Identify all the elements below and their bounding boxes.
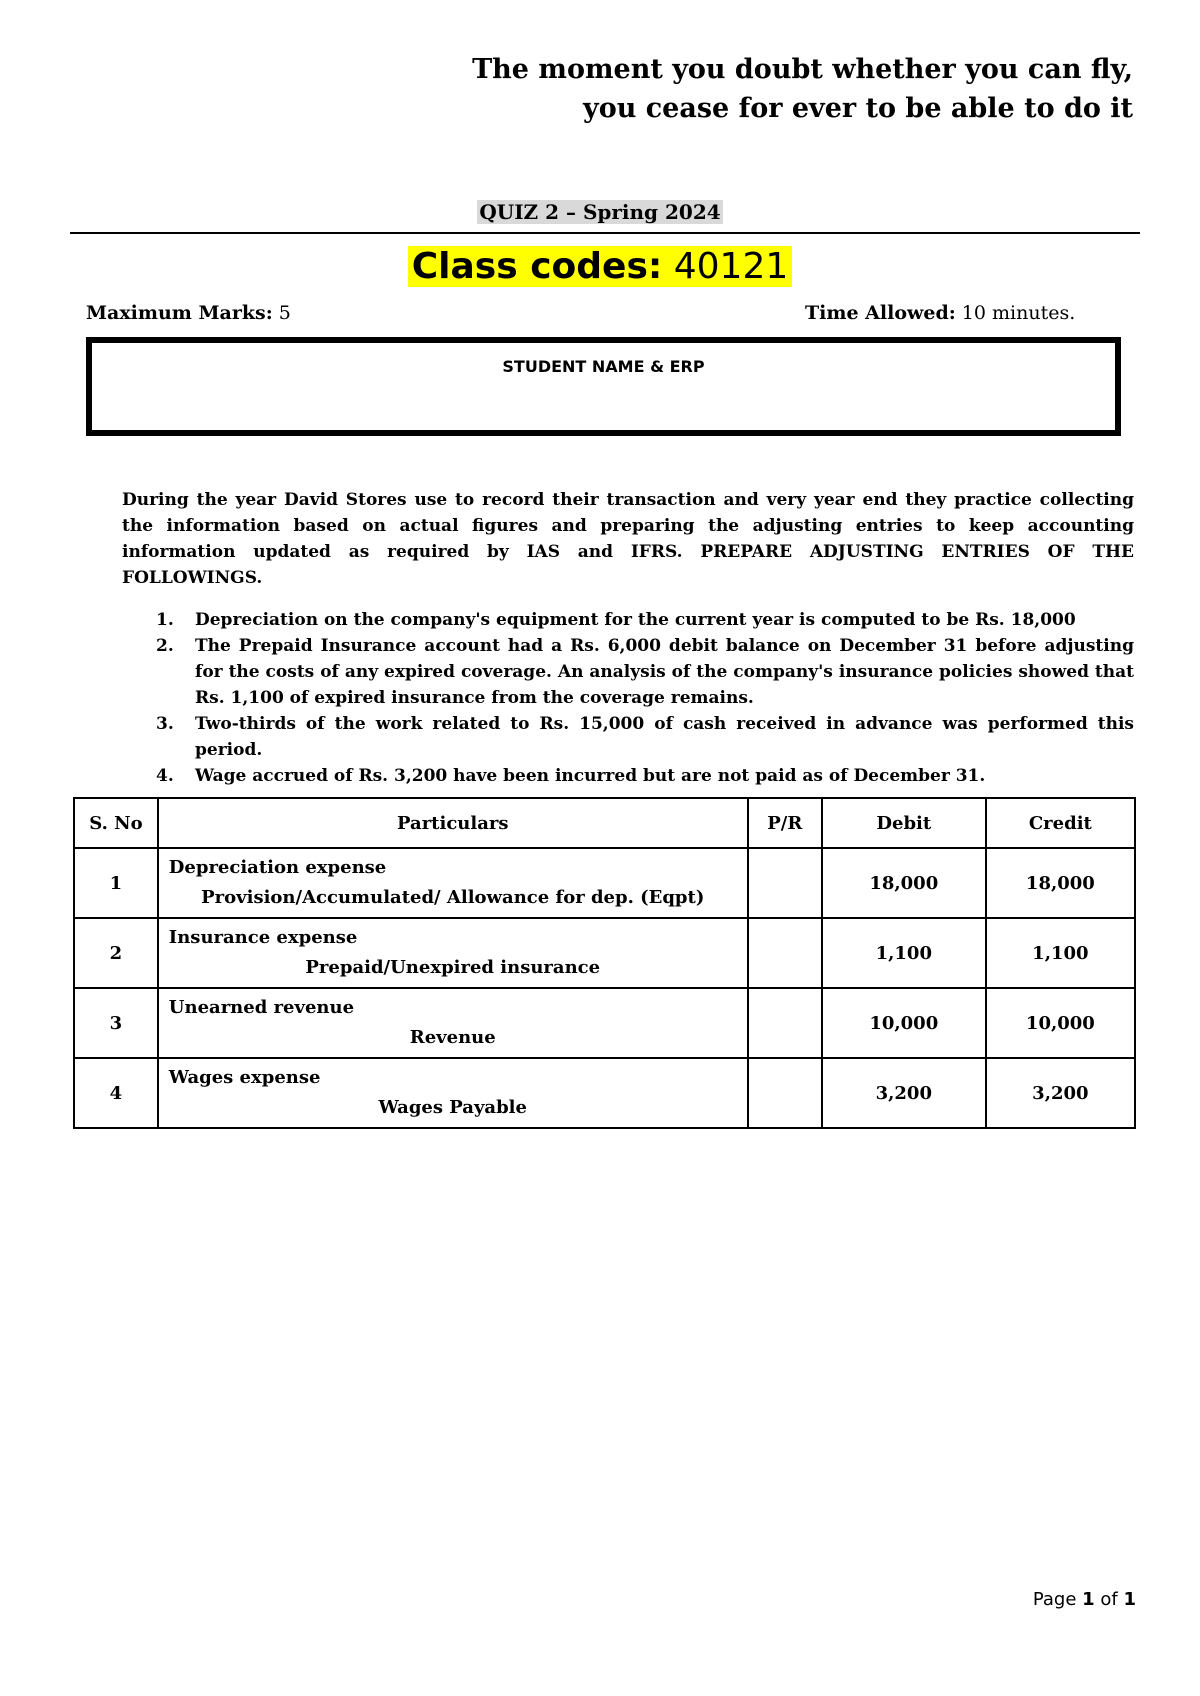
credit-account: Revenue xyxy=(409,1027,496,1048)
question-number: 2. xyxy=(156,636,174,656)
question-text: Depreciation on the company's equipment for the current year is computed to be Rs. 18,000 xyxy=(195,610,1076,630)
intro-instruction: PREPARE ADJUSTING ENTRIES OF THE FOLLOWINGS. xyxy=(122,542,1134,588)
question-number: 3. xyxy=(156,714,174,734)
question-item xyxy=(122,633,1134,711)
question-item xyxy=(122,711,1134,763)
maximum-marks-label: Maximum Marks: xyxy=(86,302,273,324)
question-number: 4. xyxy=(156,766,174,786)
student-name-erp-label: STUDENT NAME & ERP xyxy=(502,357,705,376)
table-row xyxy=(74,988,1135,1058)
debit-account: Insurance expense xyxy=(168,927,358,948)
header-sno: S. No xyxy=(74,798,158,848)
title-divider xyxy=(70,232,1140,234)
row-credit: 1,100 xyxy=(986,918,1135,988)
debit-account: Unearned revenue xyxy=(168,997,355,1018)
class-codes-highlight xyxy=(408,246,793,287)
row-particulars xyxy=(158,918,748,988)
row-sno: 2 xyxy=(74,918,158,988)
row-sno: 4 xyxy=(74,1058,158,1128)
adjusting-entries-table xyxy=(73,797,1136,1129)
question-item xyxy=(122,607,1134,633)
page-of: of xyxy=(1094,1589,1124,1610)
maximum-marks-value: 5 xyxy=(272,302,291,324)
row-pr xyxy=(748,918,822,988)
class-codes-value: 40121 xyxy=(662,246,789,287)
question-text: Wage accrued of Rs. 3,200 have been incurred but are not paid as of December 31. xyxy=(195,766,986,786)
row-pr xyxy=(748,1058,822,1128)
table-row xyxy=(74,848,1135,918)
debit-account: Wages expense xyxy=(168,1067,321,1088)
row-sno: 3 xyxy=(74,988,158,1058)
row-credit: 10,000 xyxy=(986,988,1135,1058)
credit-account: Prepaid/Unexpired insurance xyxy=(305,957,601,978)
table-row xyxy=(74,918,1135,988)
class-codes xyxy=(0,243,1200,291)
motto-line-2: you cease for ever to be able to do it xyxy=(583,93,1133,124)
row-particulars xyxy=(158,988,748,1058)
question-text: The Prepaid Insurance account had a Rs. 6,000 debit balance on December 31 before adjusting for the costs of any expired coverage. An analysis of the company's insurance policies showed that Rs. 1,100 of expired insurance from the coverage remains. xyxy=(195,636,1134,708)
time-allowed xyxy=(805,302,1075,324)
time-allowed-label: Time Allowed: xyxy=(805,302,956,324)
motto-line-1: The moment you doubt whether you can fly, xyxy=(472,54,1133,85)
row-particulars xyxy=(158,848,748,918)
question-number: 1. xyxy=(156,610,174,630)
header-particulars: Particulars xyxy=(158,798,748,848)
header-credit: Credit xyxy=(986,798,1135,848)
page-current: 1 xyxy=(1082,1589,1095,1610)
row-debit: 18,000 xyxy=(822,848,986,918)
header-debit: Debit xyxy=(822,798,986,848)
maximum-marks xyxy=(86,302,291,324)
quiz-title xyxy=(0,200,1200,224)
student-name-erp-box[interactable] xyxy=(86,337,1121,436)
row-sno: 1 xyxy=(74,848,158,918)
question-item xyxy=(122,763,1134,789)
credit-account: Provision/Accumulated/ Allowance for dep. (Eqpt) xyxy=(201,887,705,908)
table-row xyxy=(74,1058,1135,1128)
row-credit: 18,000 xyxy=(986,848,1135,918)
table-header-row xyxy=(74,798,1135,848)
question-list xyxy=(122,607,1134,789)
question-text: Two-thirds of the work related to Rs. 15,000 of cash received in advance was performed this period. xyxy=(195,714,1134,760)
row-debit: 1,100 xyxy=(822,918,986,988)
row-pr xyxy=(748,848,822,918)
header-pr: P/R xyxy=(748,798,822,848)
debit-account: Depreciation expense xyxy=(168,857,387,878)
motto xyxy=(472,50,1133,128)
row-particulars xyxy=(158,1058,748,1128)
row-debit: 3,200 xyxy=(822,1058,986,1128)
page-total: 1 xyxy=(1123,1589,1136,1610)
row-pr xyxy=(748,988,822,1058)
intro-text: During the year David Stores use to record their transaction and very year end they practice collecting the information based on actual figures and preparing the adjusting entries to keep accounting information updated as required by IAS and IFRS. xyxy=(122,490,1134,562)
page-word: Page xyxy=(1032,1589,1083,1610)
row-debit: 10,000 xyxy=(822,988,986,1058)
page-number xyxy=(1033,1589,1136,1610)
intro-paragraph xyxy=(122,487,1134,591)
time-allowed-value: 10 minutes. xyxy=(955,302,1076,324)
quiz-title-text: QUIZ 2 – Spring 2024 xyxy=(479,200,721,224)
credit-account: Wages Payable xyxy=(378,1097,527,1118)
row-credit: 3,200 xyxy=(986,1058,1135,1128)
class-codes-label: Class codes: xyxy=(411,246,663,287)
